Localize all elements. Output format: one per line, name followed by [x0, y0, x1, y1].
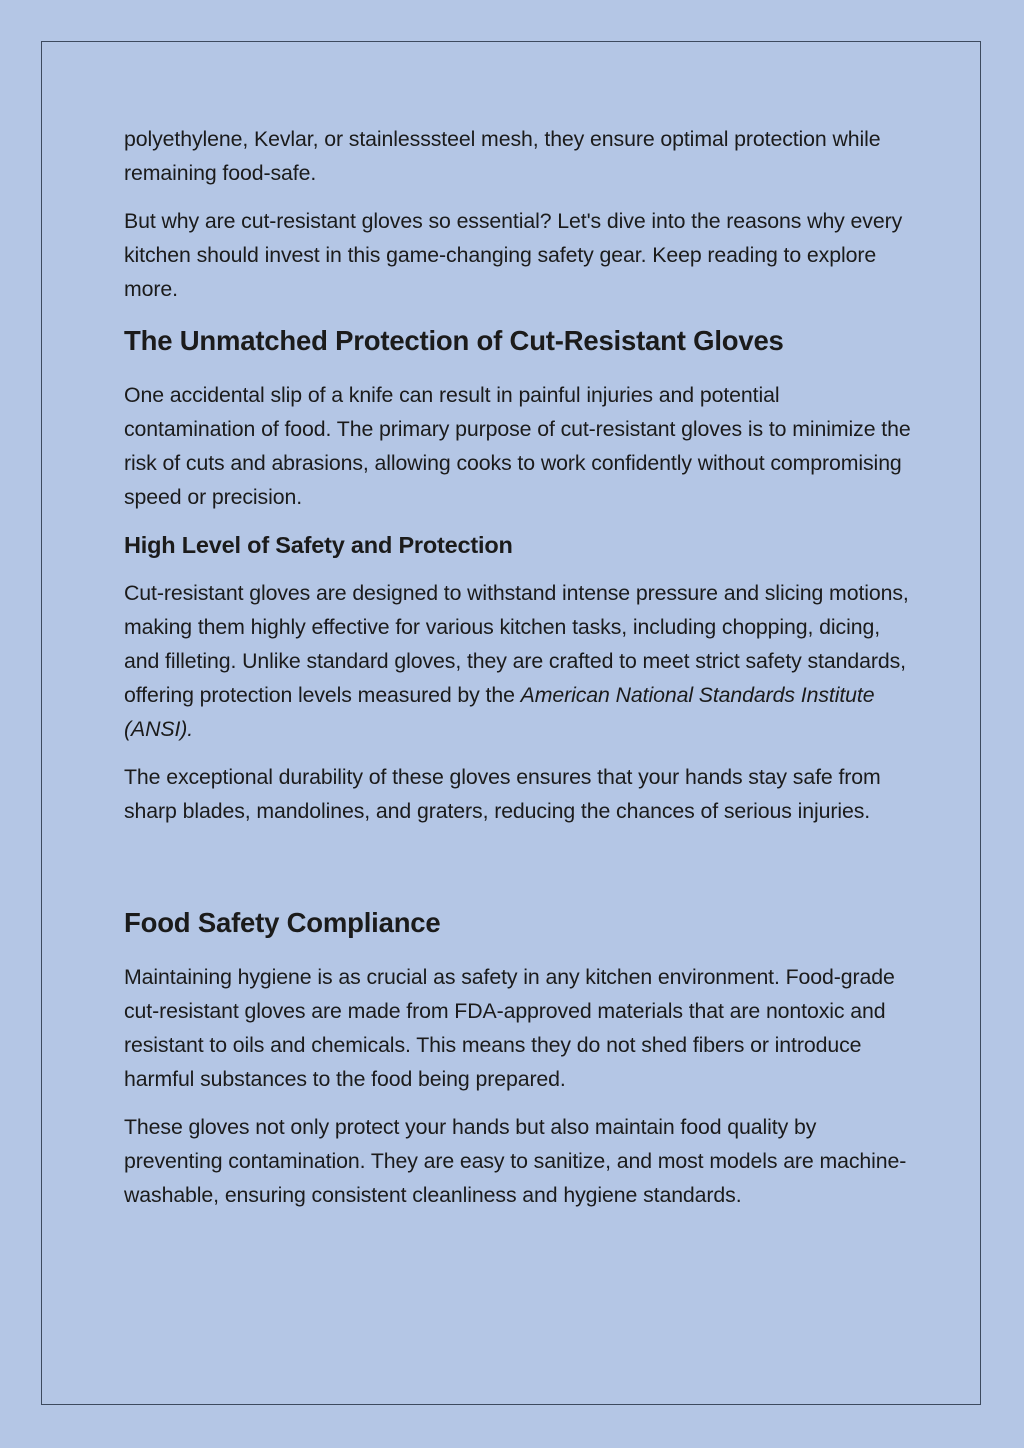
safety-paragraph-text: Cut-resistant gloves are designed to withstand intense pressure and slicing motions, making them highly effective for various kitchen tasks, including chopping, dicing, and filleting. Unlike standard gloves, they are crafted to meet strict safety standards, offering protection levels measured by the [124, 581, 909, 707]
intro-paragraph-2: But why are cut-resistant gloves so essential? Let's dive into the reasons why every kitchen should invest in this game-changing safety gear. Keep reading to explore more. [124, 209, 903, 301]
food-safety-paragraph-2: These gloves not only protect your hands but also maintain food quality by preventing contamination. They are easy to sanitize, and most models are machine-washable, ensuring consistent cleanliness and hygiene standards. [124, 1115, 907, 1207]
section-spacer [124, 842, 914, 888]
food-safety-paragraph-1: Maintaining hygiene is as crucial as safety in any kitchen environment. Food-grade cut-resistant gloves are made from FDA-approved materials that are nontoxic and resistant to oils and chemicals. This means they do not shed fibers or introduce harmful substances to the food being prepared. [124, 965, 895, 1091]
safety-paragraph-2: The exceptional durability of these gloves ensures that your hands stay safe from sharp blades, mandolines, and graters, reducing the chances of serious injuries. [124, 765, 881, 823]
section-heading-protection: The Unmatched Protection of Cut-Resistant Gloves [124, 325, 784, 356]
intro-paragraph-1: polyethylene, Kevlar, or stainlesssteel mesh, they ensure optimal protection while remaining food-safe. [124, 127, 881, 185]
protection-paragraph-1: One accidental slip of a knife can result in painful injuries and potential contamination of food. The primary purpose of cut-resistant gloves is to minimize the risk of cuts and abrasions, allowing cooks to work confidently without compromising speed or precision. [124, 383, 911, 509]
ansi-emphasis: American National Standards Institute (ANSI). [124, 683, 875, 741]
section-heading-food-safety: Food Safety Compliance [124, 907, 441, 938]
subheading-safety-level: High Level of Safety and Protection [124, 532, 513, 558]
safety-paragraph-1 [124, 576, 914, 746]
document-body [124, 122, 914, 1226]
